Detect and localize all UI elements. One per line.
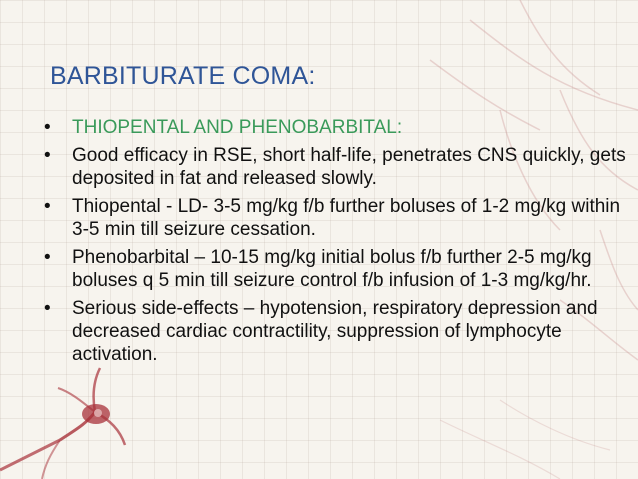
bullet-point-icon: • <box>44 298 51 319</box>
bullet-text: Serious side-effects – hypotension, respiratory depression and decreased cardiac contractility, suppression of lymphocyte activation. <box>72 298 598 365</box>
bullet-text: THIOPENTAL AND PHENOBARBITAL: <box>72 117 403 138</box>
bullet-point-icon: • <box>44 117 51 138</box>
slide-title: BARBITURATE COMA: <box>50 62 316 90</box>
neuron-icon <box>0 368 125 479</box>
bullet-text: Good efficacy in RSE, short half-life, penetrates CNS quickly, gets deposited in fat and released slowly. <box>72 145 626 189</box>
bullet-text: Phenobarbital – 10-15 mg/kg initial bolus f/b further 2-5 mg/kg boluses q 5 min till seizure control f/b infusion of 1-3 mg/kg/hr. <box>72 247 592 291</box>
bullet-point-icon: • <box>44 145 51 166</box>
bullet-point-icon: • <box>44 247 51 268</box>
list-item <box>42 116 638 139</box>
list-item <box>42 246 638 292</box>
bullet-list <box>42 116 638 371</box>
list-item <box>42 144 638 190</box>
list-item <box>42 195 638 241</box>
list-item <box>42 297 638 366</box>
bullet-point-icon: • <box>44 196 51 217</box>
bullet-text: Thiopental - LD- 3-5 mg/kg f/b further boluses of 1-2 mg/kg within 3-5 min till seizure cessation. <box>72 196 621 240</box>
